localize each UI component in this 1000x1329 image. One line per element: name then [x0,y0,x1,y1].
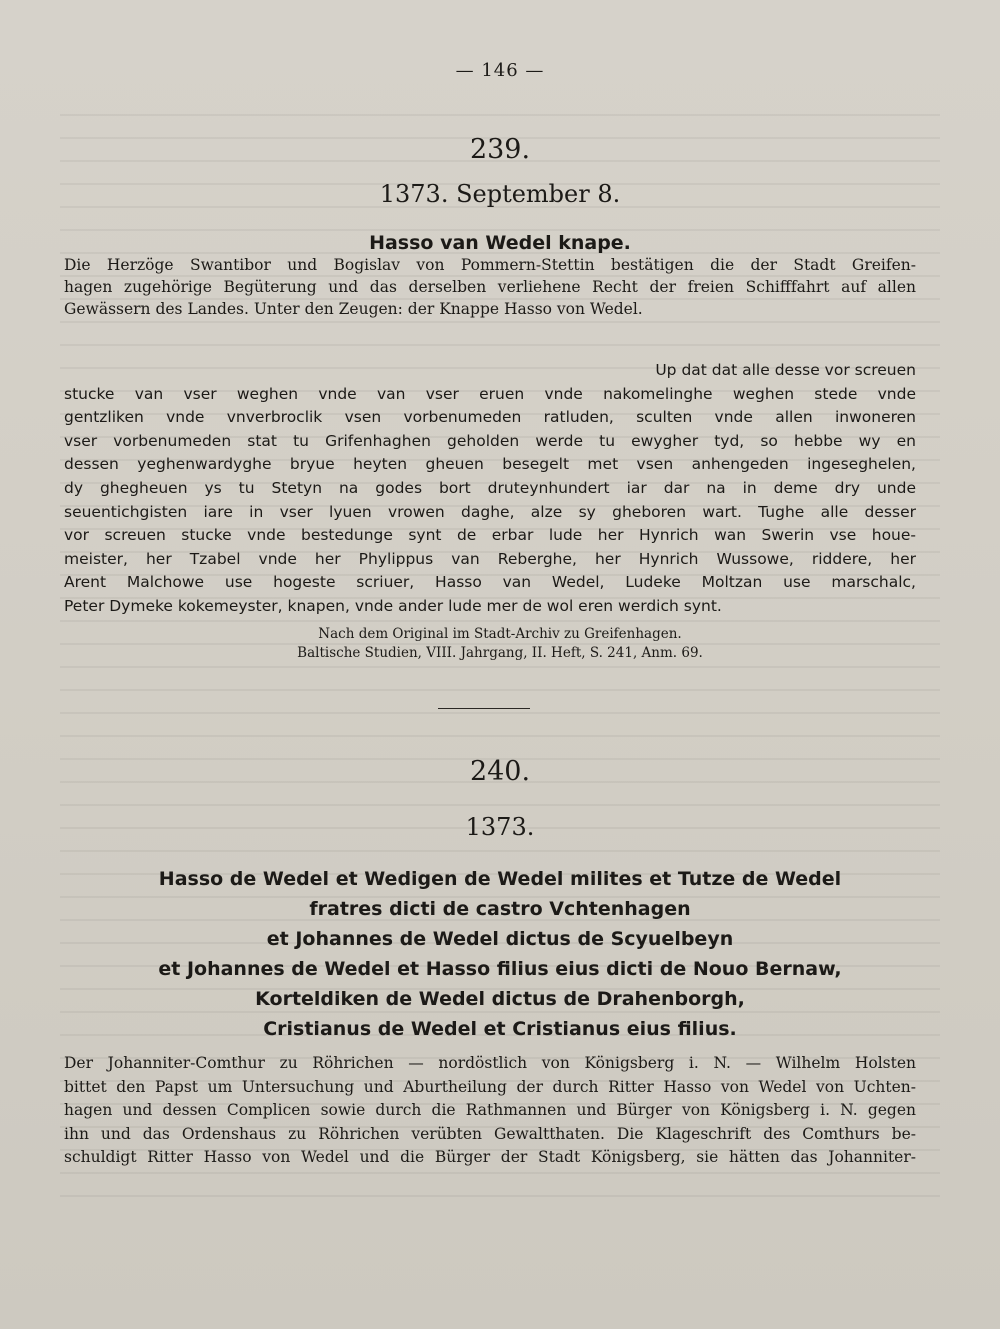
entry-239-source [0,625,1000,663]
charter-line: gentzliken vnde vnverbroclik vsen vorbenumeden ratluden, sculten vnde allen inwoneren [64,408,916,427]
charter-line: vser vorbenumeden stat tu Grifenhaghen geholden werde tu ewygher tyd, so hebbe wy en [64,431,916,450]
summary-line: schuldigt Ritter Hasso von Wedel und die Bürger der Stadt Königsberg, sie hätten das Johanniter- [64,1148,916,1166]
entry-240-title [80,864,920,1044]
charter-line: dy ghegheuen ys tu Stetyn na godes bort druteynhundert iar dar na in deme dry unde [64,478,916,497]
source-line: Baltische Studien, VIII. Jahrgang, II. Heft, S. 241, Anm. 69. [297,645,703,661]
charter-line: meister, her Tzabel vnde her Phylippus van Reberghe, her Hynrich Wussowe, riddere, her [64,549,916,568]
entry-239-charter-text [64,359,916,619]
charter-line: dessen yeghenwardyghe bryue heyten gheuen besegelt met vsen anhengeden ingeseghelen, [64,455,916,474]
charter-line: vor screuen stucke vnde bestedunge synt de erbar lude her Hynrich wan Swerin vse houe- [64,526,916,545]
summary-line: hagen zugehörige Begüterung und das derselben verliehene Recht der freien Schifffahrt auf allen [64,278,916,296]
summary-line: Gewässern des Landes. Unter den Zeugen: der Knappe Hasso von Wedel. [64,300,643,318]
summary-line: hagen und dessen Complicen sowie durch die Rathmannen und Bürger von Königsberg i. N. gegen [64,1101,916,1119]
source-line: Nach dem Original im Stadt-Archiv zu Greifenhagen. [318,626,682,642]
entry-239-summary [64,254,916,320]
summary-line: ihn und das Ordenshaus zu Röhrichen verübten Gewaltthaten. Die Klageschrift des Comthurs be- [64,1124,916,1143]
charter-line: Up dat dat alle desse vor screuen [655,361,916,379]
title-line: fratres dicti de castro Vchtenhagen [309,898,691,920]
summary-line: Die Herzöge Swantibor und Bogislav von Pommern-Stettin bestätigen die der Stadt Greifen- [64,256,916,274]
charter-line: Arent Malchowe use hogeste scriuer, Hasso van Wedel, Ludeke Moltzan use marschalc, [64,573,916,592]
page-number: — 146 — [455,60,545,81]
section-divider [438,708,530,709]
charter-line: seuentichgisten iare in vser lyuen vrowen daghe, alze sy gheboren wart. Tughe alle desser [64,502,916,521]
entry-239-number: 239. [469,134,531,165]
charter-line: Peter Dymeke kokemeyster, knapen, vnde ander lude mer de wol eren werdich synt. [64,596,722,615]
charter-line: stucke van vser weghen vnde van vser eruen vnde nakomelinghe weghen stede vnde [64,384,916,403]
title-line: Hasso de Wedel et Wedigen de Wedel milites et Tutze de Wedel [158,868,842,890]
title-line: et Johannes de Wedel dictus de Scyuelbeyn [266,928,734,950]
entry-240-date: 1373. [465,813,535,841]
entry-239-title: Hasso van Wedel knape. [369,232,631,254]
entry-240-number: 240. [469,756,531,787]
title-line: Cristianus de Wedel et Cristianus eius filius. [263,1018,737,1040]
title-line: Korteldiken de Wedel dictus de Drahenborgh, [255,988,745,1010]
title-line: et Johannes de Wedel et Hasso filius eius dicti de Nouo Bernaw, [158,958,842,980]
entry-240-summary [64,1052,916,1170]
entry-239-date: 1373. September 8. [379,180,621,208]
summary-line: Der Johanniter-Comthur zu Röhrichen — nordöstlich von Königsberg i. N. — Wilhelm Holsten [64,1054,916,1072]
summary-line: bittet den Papst um Untersuchung und Aburtheilung der durch Ritter Hasso von Wedel von Uchten- [64,1077,916,1096]
